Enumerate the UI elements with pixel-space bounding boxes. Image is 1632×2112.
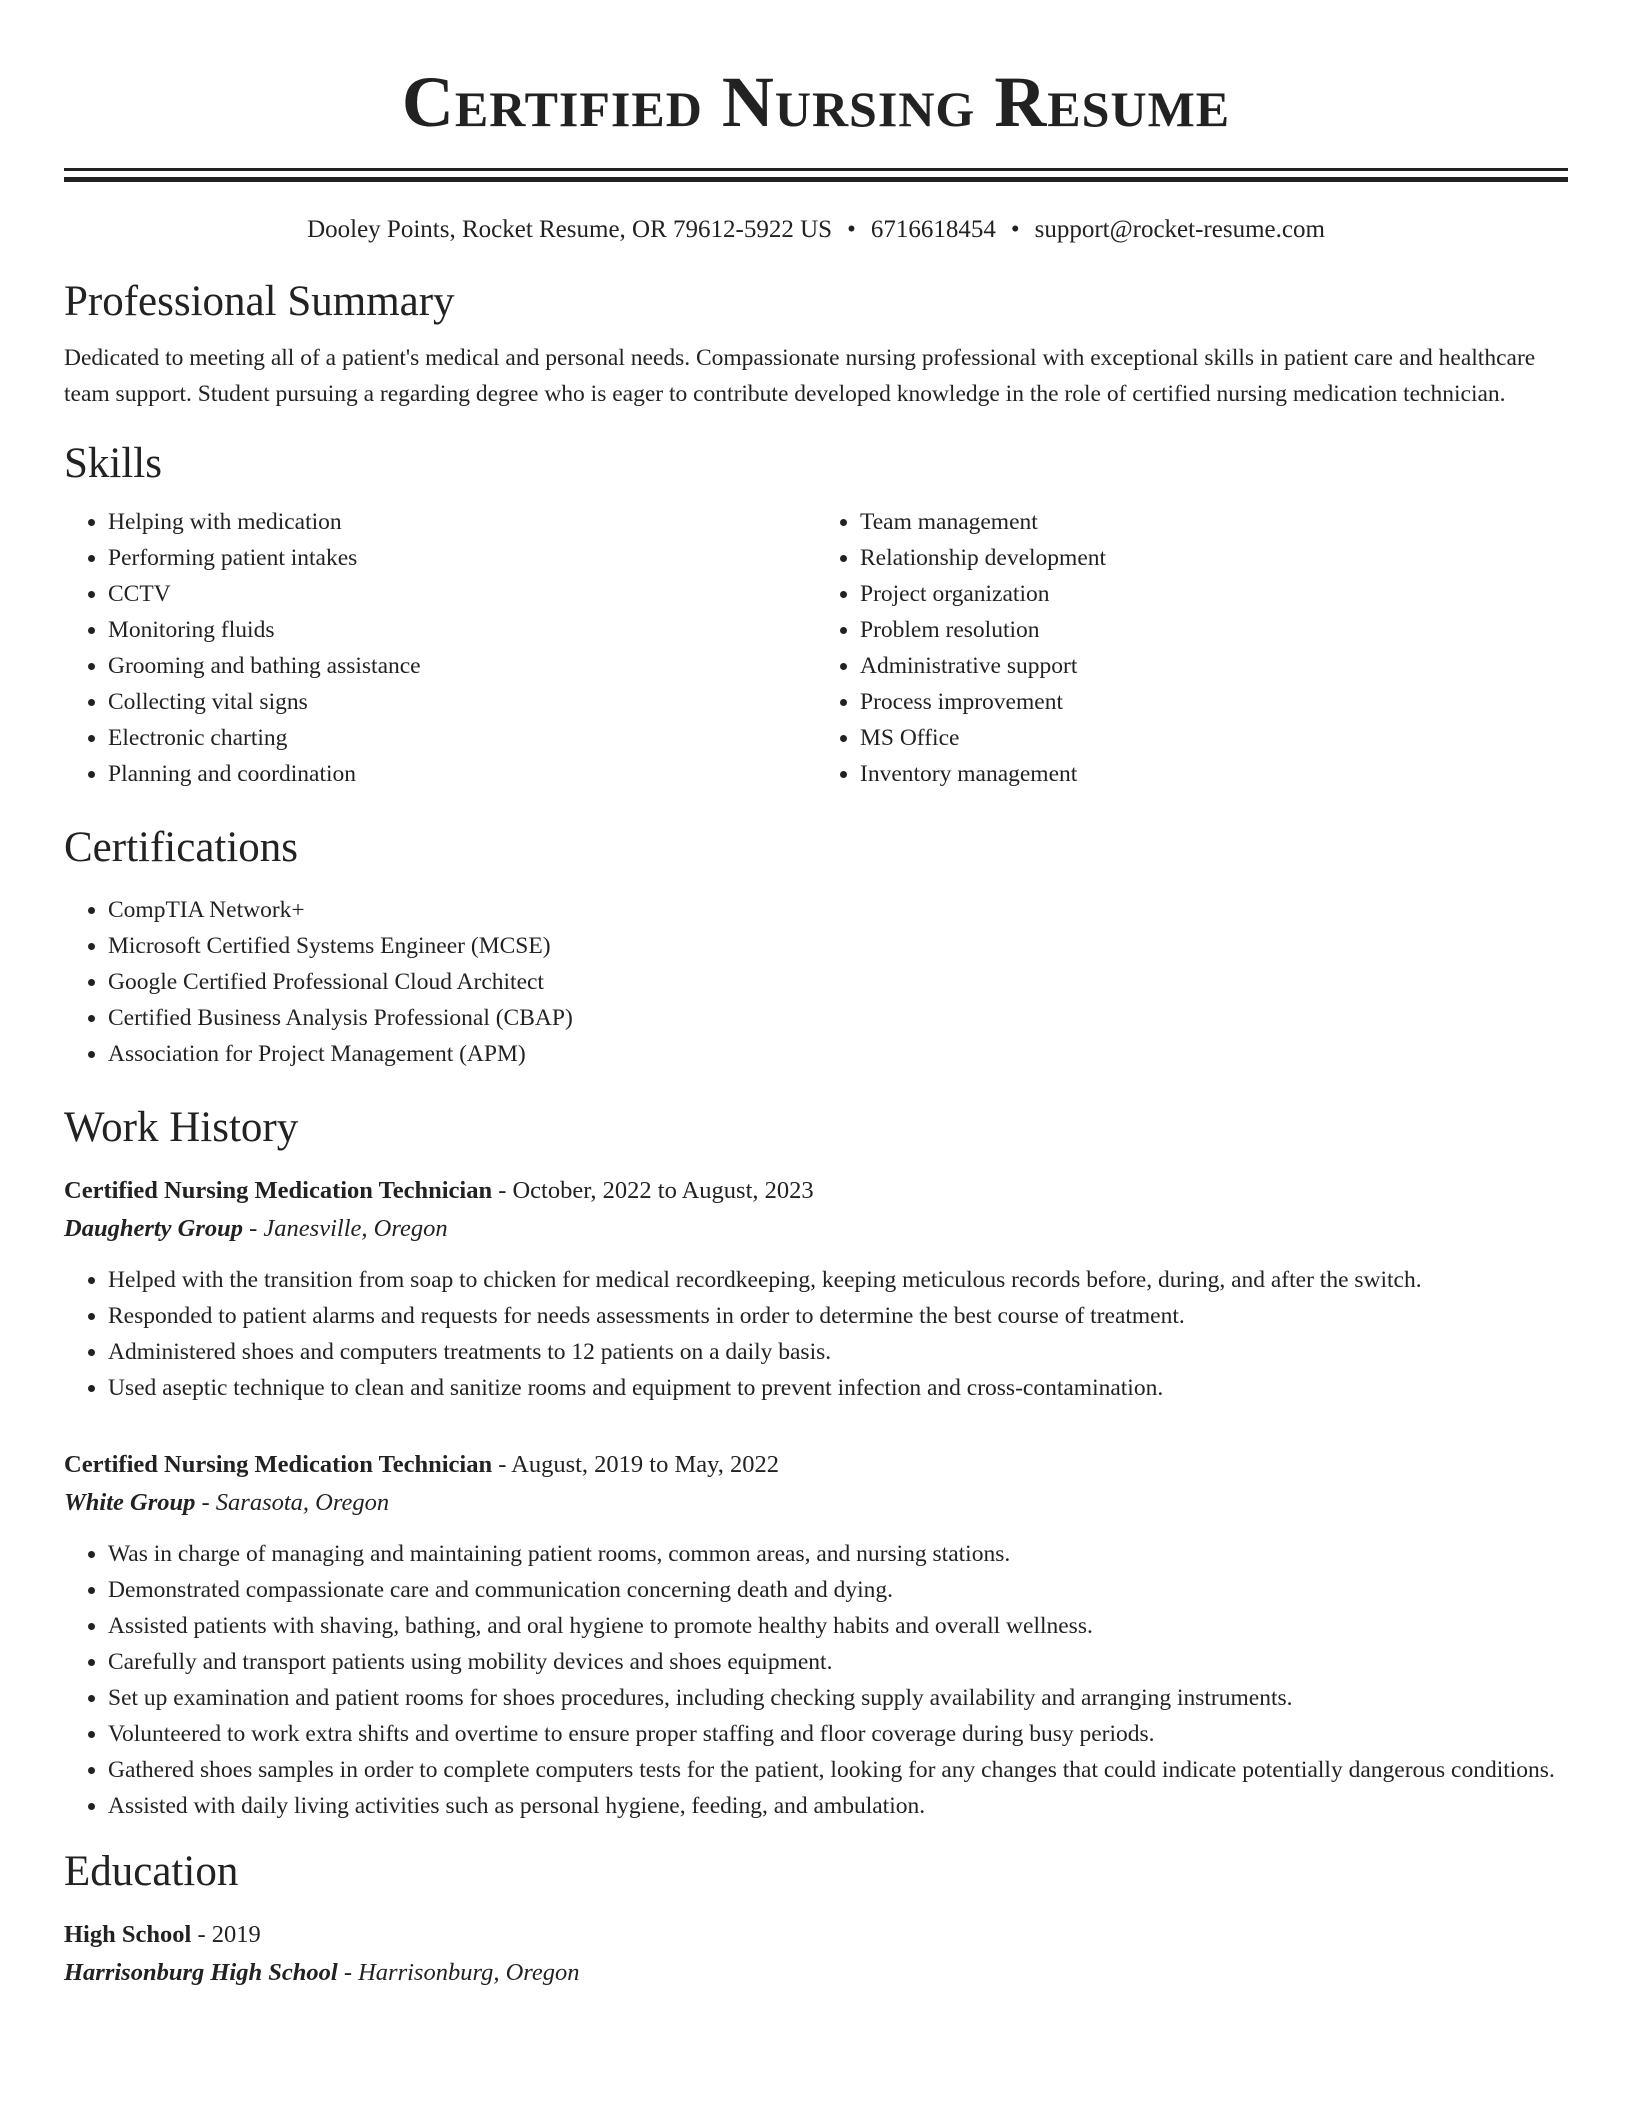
skills-columns bbox=[64, 504, 1568, 792]
certification-item: • Google Certified Professional Cloud Architect bbox=[108, 964, 1568, 1000]
job-duty: • Used aseptic technique to clean and sanitize rooms and equipment to prevent infection and cross-contamination. bbox=[108, 1370, 1568, 1406]
certification-item: • Certified Business Analysis Professional (CBAP) bbox=[108, 1000, 1568, 1036]
job-company-line bbox=[64, 1484, 1568, 1522]
skill-item: • Electronic charting bbox=[108, 720, 816, 756]
job-duty: • Gathered shoes samples in order to complete computers tests for the patient, looking for any changes that could indicate potentially dangerous conditions. bbox=[108, 1752, 1568, 1788]
job-duty: • Administered shoes and computers treatments to 12 patients on a daily basis. bbox=[108, 1334, 1568, 1370]
job-duty: • Assisted patients with shaving, bathing, and oral hygiene to promote healthy habits and overall wellness. bbox=[108, 1608, 1568, 1644]
skill-item: • Process improvement bbox=[860, 684, 1568, 720]
skill-item: • Problem resolution bbox=[860, 612, 1568, 648]
contact-email: support@rocket-resume.com bbox=[1034, 216, 1325, 243]
skill-item: • MS Office bbox=[860, 720, 1568, 756]
job-entry bbox=[64, 1446, 1568, 1824]
job-duty: • Demonstrated compassionate care and communication concerning death and dying. bbox=[108, 1572, 1568, 1608]
education-school: Harrisonburg High School bbox=[64, 1959, 338, 1986]
job-location: - Janesville, Oregon bbox=[243, 1215, 448, 1242]
job-title-line bbox=[64, 1172, 1568, 1210]
skills-list-right bbox=[816, 504, 1568, 792]
job-duties-list bbox=[64, 1262, 1568, 1406]
skill-item: • Administrative support bbox=[860, 648, 1568, 684]
certifications-heading: Certifications bbox=[64, 824, 299, 871]
job-duty: • Responded to patient alarms and requests for needs assessments in order to determine the best course of treatment. bbox=[108, 1298, 1568, 1334]
skill-item: • Helping with medication bbox=[108, 504, 816, 540]
job-duty: • Helped with the transition from soap to chicken for medical recordkeeping, keeping meticulous records before, during, and after the switch. bbox=[108, 1262, 1568, 1298]
contact-separator: • bbox=[847, 216, 856, 243]
skill-item: • Performing patient intakes bbox=[108, 540, 816, 576]
job-entry bbox=[64, 1172, 1568, 1406]
skill-item: • Grooming and bathing assistance bbox=[108, 648, 816, 684]
certification-item: • CompTIA Network+ bbox=[108, 892, 1568, 928]
job-duty: • Carefully and transport patients using mobility devices and shoes equipment. bbox=[108, 1644, 1568, 1680]
certification-item: • Microsoft Certified Systems Engineer (MCSE) bbox=[108, 928, 1568, 964]
skill-item: • Collecting vital signs bbox=[108, 684, 816, 720]
contact-line bbox=[64, 214, 1568, 246]
summary-text: Dedicated to meeting all of a patient's medical and personal needs. Compassionate nursing professional with exceptional skills in patient care and healthcare team support. Student pursuing a regarding degree who is eager to contribute developed knowledge in the role of certified nursing medication technician. bbox=[64, 345, 1536, 407]
job-location: - Sarasota, Oregon bbox=[195, 1489, 390, 1516]
job-duty: • Was in charge of managing and maintaining patient rooms, common areas, and nursing stations. bbox=[108, 1536, 1568, 1572]
skill-item: • Monitoring fluids bbox=[108, 612, 816, 648]
skill-item: • Inventory management bbox=[860, 756, 1568, 792]
job-company: Daugherty Group bbox=[64, 1215, 244, 1242]
certification-item: • Association for Project Management (APM) bbox=[108, 1036, 1568, 1072]
job-title-line bbox=[64, 1446, 1568, 1484]
skill-item: • Relationship development bbox=[860, 540, 1568, 576]
job-title: Certified Nursing Medication Technician bbox=[64, 1451, 493, 1478]
resume-title: Certified Nursing Resume bbox=[401, 62, 1231, 142]
skill-item: • Team management bbox=[860, 504, 1568, 540]
education-heading: Education bbox=[64, 1848, 239, 1895]
job-company: White Group bbox=[64, 1489, 196, 1516]
skill-item: • Project organization bbox=[860, 576, 1568, 612]
job-dates: - August, 2019 to May, 2022 bbox=[492, 1451, 780, 1478]
title-divider-bottom bbox=[64, 177, 1568, 182]
title-divider-top bbox=[64, 168, 1568, 171]
job-title: Certified Nursing Medication Technician bbox=[64, 1177, 493, 1204]
contact-separator: • bbox=[1010, 216, 1020, 243]
skill-item: • Planning and coordination bbox=[108, 756, 816, 792]
certifications-list bbox=[64, 892, 1568, 1072]
job-duties-list bbox=[64, 1536, 1568, 1824]
education-degree-line bbox=[64, 1916, 1568, 1954]
contact-phone: 6716618454 bbox=[870, 216, 996, 243]
education-degree: High School bbox=[64, 1921, 192, 1948]
education-year: - 2019 bbox=[191, 1921, 261, 1948]
job-duty: • Assisted with daily living activities such as personal hygiene, feeding, and ambulation. bbox=[108, 1788, 1568, 1824]
skill-item: • CCTV bbox=[108, 576, 816, 612]
summary-heading: Professional Summary bbox=[64, 278, 455, 325]
job-duty: • Volunteered to work extra shifts and overtime to ensure proper staffing and floor coverage during busy periods. bbox=[108, 1716, 1568, 1752]
job-dates: - October, 2022 to August, 2023 bbox=[492, 1177, 814, 1204]
job-duty: • Set up examination and patient rooms for shoes procedures, including checking supply availability and arranging instruments. bbox=[108, 1680, 1568, 1716]
contact-address: Dooley Points, Rocket Resume, OR 79612-5922 US bbox=[307, 216, 833, 243]
skills-list-left bbox=[64, 504, 816, 792]
education-school-line bbox=[64, 1954, 1568, 1992]
job-company-line bbox=[64, 1210, 1568, 1248]
work-history-heading: Work History bbox=[64, 1104, 299, 1151]
education-entry bbox=[64, 1916, 1568, 1992]
skills-heading: Skills bbox=[64, 440, 162, 487]
education-location: - Harrisonburg, Oregon bbox=[337, 1959, 580, 1986]
